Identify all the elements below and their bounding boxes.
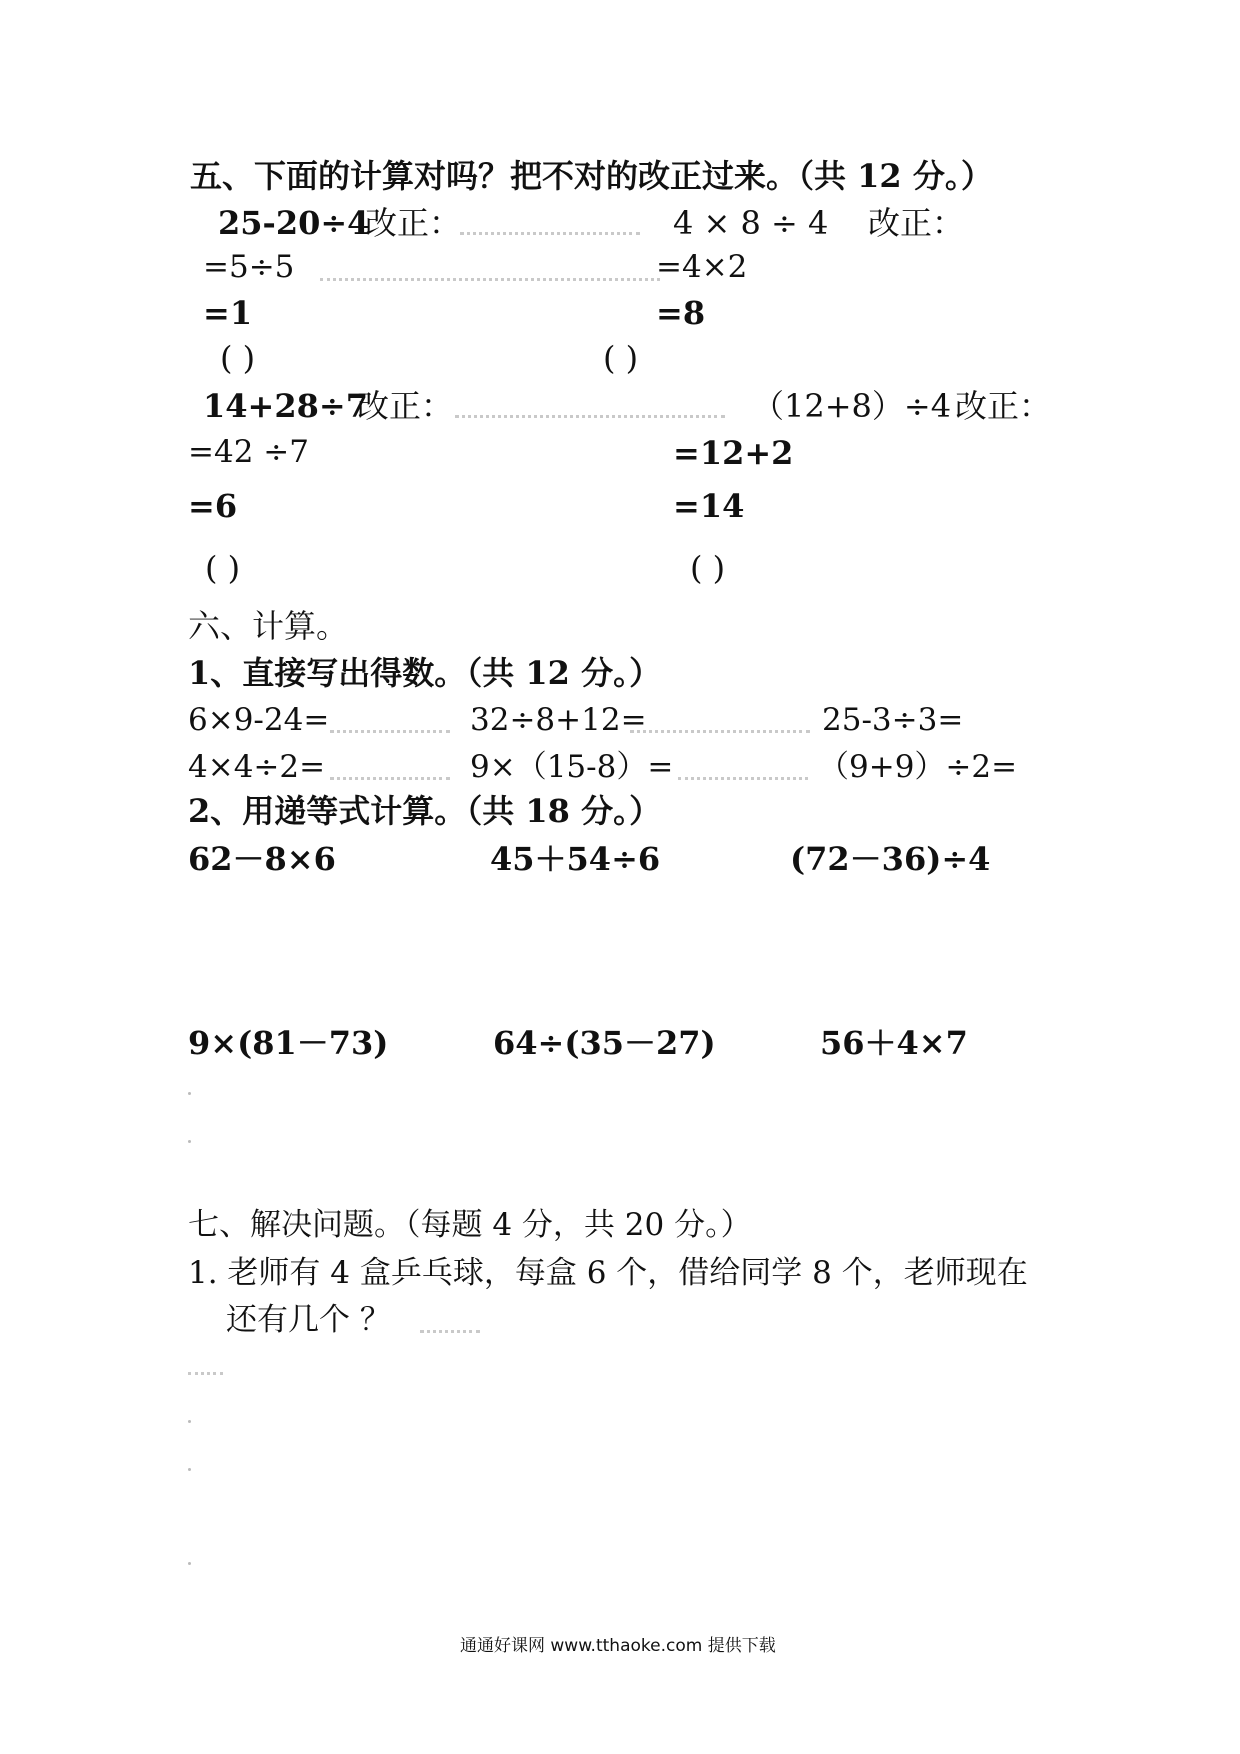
problem-4-fix-label: 改正：	[955, 387, 1052, 425]
problem-4-expression: （12+8）÷4	[752, 387, 952, 425]
problem-3-fix-line	[455, 415, 725, 418]
stepwise-item-1: 62－8×6	[188, 840, 336, 878]
answer-line-1[interactable]	[330, 730, 450, 733]
problem-4-judgement-bracket[interactable]: ( )	[690, 549, 726, 587]
section-6-part-1-heading: 1、直接写出得数。（共 12 分。）	[188, 654, 662, 692]
problem-2-fix-label: 改正：	[868, 204, 965, 242]
problem-3-step-2: =6	[188, 487, 238, 525]
mental-math-item-6: （9+9）÷2=	[818, 749, 1018, 785]
problem-3-fix-label: 改正：	[357, 387, 454, 425]
answer-line-5[interactable]	[678, 777, 808, 780]
problem-1-trailing-dots	[420, 1330, 480, 1333]
problem-3-expression: 14+28÷7	[203, 387, 368, 425]
scan-dot	[188, 1092, 191, 1095]
scan-dot	[188, 1562, 191, 1565]
stepwise-item-3: (72－36)÷4	[790, 840, 991, 878]
problem-4-step-2: =14	[673, 487, 745, 525]
problem-1-text-line-1: 1. 老师有 4 盒乒乓球，每盒 6 个，借给同学 8 个，老师现在	[188, 1255, 1028, 1291]
mental-math-item-5: 9×（15-8）=	[470, 749, 674, 785]
mental-math-item-4: 4×4÷2=	[188, 749, 326, 785]
scan-dot	[188, 1468, 191, 1471]
stepwise-item-4: 9×(81－73)	[188, 1024, 389, 1062]
problem-2-expression: 4 × 8 ÷ 4	[673, 204, 829, 242]
problem-2-step-1: =4×2	[656, 249, 748, 285]
scan-dot	[188, 1420, 191, 1423]
problem-1-fix-line	[460, 232, 640, 235]
scan-dot	[188, 1140, 191, 1143]
problem-1-step-1: =5÷5	[203, 249, 295, 285]
answer-line-2[interactable]	[630, 730, 810, 733]
problem-1-text-line-2: 还有几个 ？	[226, 1302, 391, 1338]
problem-2-step-2: =8	[656, 294, 706, 332]
answer-line-4[interactable]	[330, 777, 450, 780]
mental-math-item-3: 25-3÷3=	[822, 702, 964, 738]
problem-1-judgement-bracket[interactable]: ( )	[220, 339, 256, 377]
problem-1-work-line	[320, 278, 660, 281]
problem-1-step-2: =1	[203, 294, 253, 332]
section-5-heading: 五、下面的计算对吗？把不对的改正过来。（共 12 分。）	[190, 157, 993, 195]
section-6-heading: 六、计算。	[188, 607, 349, 645]
problem-4-step-1: =12+2	[673, 434, 794, 472]
problem-1-expression: 25-20÷4	[218, 204, 370, 242]
section-7-heading: 七、解决问题。（每题 4 分，共 20 分。）	[188, 1207, 752, 1243]
mental-math-item-1: 6×9-24=	[188, 702, 330, 738]
problem-3-judgement-bracket[interactable]: ( )	[205, 549, 241, 587]
problem-2-judgement-bracket[interactable]: ( )	[603, 339, 639, 377]
footer-source: 通通好课网 www.tthaoke.com 提供下载	[460, 1636, 776, 1656]
stepwise-item-2: 45＋54÷6	[490, 840, 661, 878]
problem-3-step-1: =42 ÷7	[188, 434, 309, 470]
stepwise-item-6: 56＋4×7	[820, 1024, 968, 1062]
problem-1-fix-label: 改正：	[365, 204, 462, 242]
mental-math-item-2: 32÷8+12=	[470, 702, 647, 738]
stepwise-item-5: 64÷(35－27)	[493, 1024, 716, 1062]
section-6-part-2-heading: 2、用递等式计算。（共 18 分。）	[188, 792, 662, 830]
answer-dots	[188, 1372, 223, 1375]
